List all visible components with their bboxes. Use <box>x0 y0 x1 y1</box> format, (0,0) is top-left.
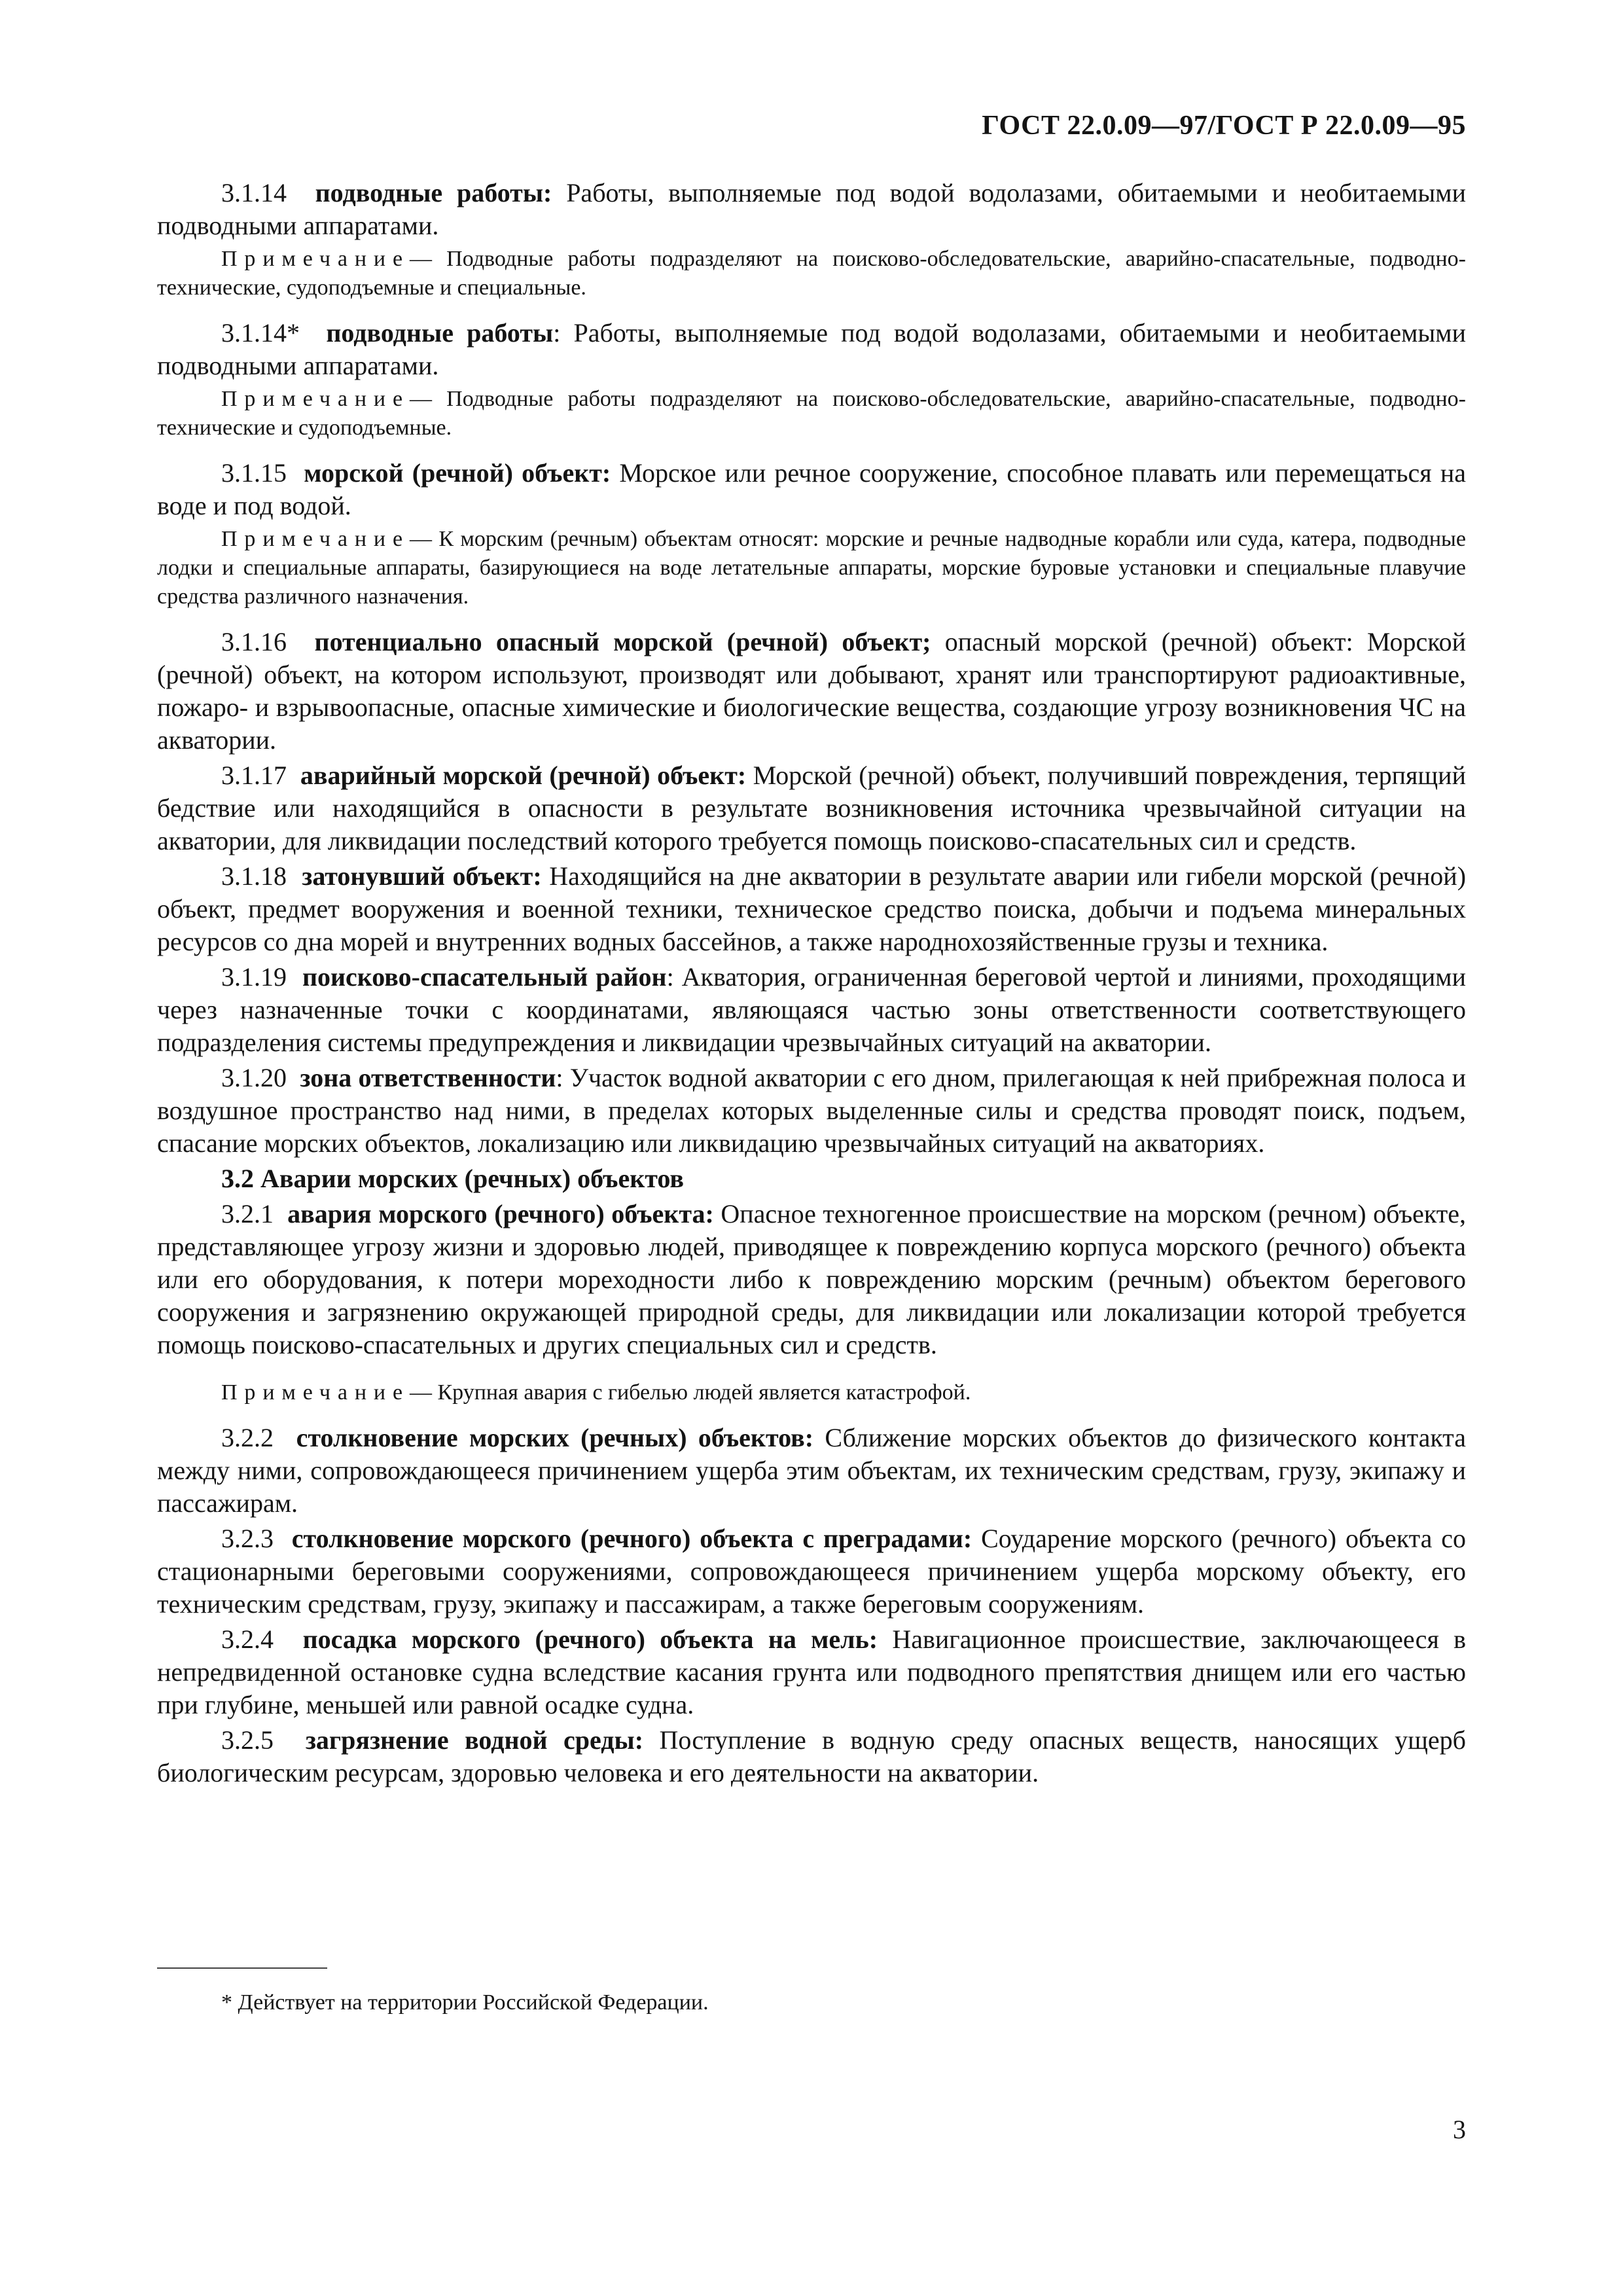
term-entry <box>157 1062 1466 1160</box>
term-name: подводные работы <box>326 318 554 348</box>
term-number: 3.2.5 <box>221 1725 274 1755</box>
term-number: 3.1.18 <box>221 861 287 891</box>
term-name: столкновение морского (речного) объекта с преградами: <box>291 1524 972 1553</box>
note-text: — Подводные работы подразделяют на поисково-обследовательские, аварийно-спасательные, подводно-технические, судоподъемные и специальные. <box>157 247 1466 300</box>
term-entry <box>157 317 1466 382</box>
term-definition: Сближение морских объектов до физического контакта между ними, сопровождающееся причинением ущерба этим объектам, их техническим средствам, грузу, экипажу и пассажирам. <box>157 1423 1467 1518</box>
term-number: 3.2.2 <box>221 1423 274 1452</box>
term-name: авария морского (речного) объекта: <box>287 1199 714 1229</box>
term-definition: Работы, выполняемые под водой водолазами, обитаемыми и необитаемыми подводными аппаратами. <box>157 178 1467 240</box>
term-number: 3.2.1 <box>221 1199 274 1229</box>
note <box>157 525 1466 611</box>
note <box>157 245 1466 302</box>
note-label: Примечание <box>221 387 410 411</box>
term-number: 3.1.14* <box>221 318 300 348</box>
term-entry <box>157 1422 1466 1520</box>
term-name: посадка морского (речного) объекта на мель: <box>302 1624 878 1654</box>
term-definition: опасный морской (речной) объект: Морской (речной) объект, на котором используют, производят или добывают, хранят или транспортируют радиоактивные, пожаро- и взрывоопасные, опасные химические и биологические вещества, создающие угрозу возникновения ЧС на акватории. <box>157 627 1467 755</box>
term-name: зона ответственности <box>300 1063 556 1092</box>
term-entry <box>157 1623 1466 1721</box>
term-entry <box>157 626 1466 757</box>
term-name: потенциально опасный морской (речной) объект; <box>314 627 931 656</box>
term-name: столкновение морских (речных) объектов: <box>296 1423 814 1452</box>
term-number: 3.1.19 <box>221 962 287 992</box>
note <box>157 385 1466 442</box>
term-name: аварийный морской (речной) объект: <box>300 761 747 790</box>
term-number: 3.2.3 <box>221 1524 274 1553</box>
term-definition: Морское или речное сооружение, способное плавать или перемещаться на воде и под водой. <box>157 458 1466 520</box>
term-definition: Находящийся на дне акватории в результате аварии или гибели морской (речной) объект, предмет вооружения и военной техники, техническое средство поиска, добычи и подъема минеральных ресурсов со дна морей и внутренних водных бассейнов, а также народнохозяйственные грузы и техника. <box>157 861 1467 956</box>
document-header: ГОСТ 22.0.09—97/ГОСТ Р 22.0.09—95 <box>982 111 1466 141</box>
term-number: 3.1.17 <box>221 761 287 790</box>
term-definition: Поступление в водную среду опасных веществ, наносящих ущерб биологическим ресурсам, здоровью человека и его деятельности на акватории. <box>157 1725 1467 1787</box>
term-name: морской (речной) объект: <box>304 458 611 488</box>
footnote-rule <box>157 1967 327 1969</box>
term-number: 3.2.4 <box>221 1624 274 1654</box>
term-number: 3.1.20 <box>221 1063 287 1092</box>
term-definition: : Участок водной акватории с его дном, прилегающая к ней прибрежная полоса и воздушное пространство над ними, в пределах которых выделенные силы и средства проводят поиск, подъем, спасание морских объектов, локализацию или ликвидацию чрезвычайных ситуаций на акваториях. <box>157 1063 1466 1158</box>
term-name: поисково-спасательный район <box>302 962 667 992</box>
term-entry <box>157 961 1466 1059</box>
term-definition: Навигационное происшествие, заключающееся в непредвиденной остановке судна вследствие касания грунта или подводного препятствия днищем или его частью при глубине, меньшей или равной осадке судна. <box>157 1624 1467 1719</box>
term-entry <box>157 177 1466 242</box>
note-label: Примечание <box>221 1380 410 1405</box>
note-label: Примечание <box>221 527 410 551</box>
term-number: 3.1.16 <box>221 627 287 656</box>
note-text: — Крупная авария с гибелью людей является катастрофой. <box>409 1380 971 1405</box>
term-entry <box>157 759 1466 857</box>
term-entry <box>157 457 1466 522</box>
page-number: 3 <box>1453 2115 1466 2144</box>
section-heading: 3.2 Аварии морских (речных) объектов <box>221 1164 684 1193</box>
note-text: — Подводные работы подразделяют на поисково-обследовательские, аварийно-спасательные, подводно-технические и судоподъемные. <box>157 387 1466 440</box>
term-number: 3.1.14 <box>221 178 287 207</box>
term-definition: Опасное техногенное происшествие на морском (речном) объекте, представляющее угрозу жизни и здоровью людей, приводящее к повреждению корпуса морского (речного) объекта или его оборудования, к потери мореходности либо к повреждению морским (речным) объектом берегового сооружения и загрязнению окружающей природной среды, для ликвидации или локализации которой требуется помощь поисково-спасательных и других специальных сил и средств. <box>157 1199 1467 1359</box>
term-definition: Морской (речной) объект, получивший повреждения, терпящий бедствие или находящийся в опасности в результате возникновения источника чрезвычайной ситуации на акватории, для ликвидации последствий которого требуется помощь поисково-спасательных сил и средств. <box>157 761 1466 855</box>
term-entry <box>157 1724 1466 1789</box>
term-definition: Соударение морского (речного) объекта со стационарными береговыми сооружениями, сопровождающееся причинением ущерба морскому объекту, его техническим средствам, грузу, экипажу и пассажирам, а также береговым сооружениям. <box>157 1524 1466 1619</box>
term-name: подводные работы: <box>315 178 552 207</box>
term-entry <box>157 1522 1466 1621</box>
term-entry <box>157 860 1466 958</box>
term-name: загрязнение водной среды: <box>305 1725 644 1755</box>
note <box>157 1378 1466 1407</box>
term-definition: : Работы, выполняемые под водой водолазами, обитаемыми и необитаемыми подводными аппаратами. <box>157 318 1467 380</box>
note-text: — К морским (речным) объектам относят: морские и речные надводные корабли или суда, катера, подводные лодки и специальные аппараты, базирующиеся на воде летательные аппараты, морские буровые установки и специальные плавучие средства различного назначения. <box>157 527 1466 609</box>
footnote: * Действует на территории Российской Федерации. <box>221 1990 709 2015</box>
note-label: Примечание <box>221 247 410 271</box>
term-number: 3.1.15 <box>221 458 287 488</box>
document-body <box>157 177 1466 1792</box>
term-definition: : Акватория, ограниченная береговой чертой и линиями, проходящими через назначенные точки с координатами, являющаяся частью зоны ответственности соответствующего подразделения системы предупреждения и ликвидации чрезвычайных ситуаций на акватории. <box>157 962 1467 1057</box>
term-entry <box>157 1198 1466 1361</box>
term-name: затонувший объект: <box>302 861 542 891</box>
